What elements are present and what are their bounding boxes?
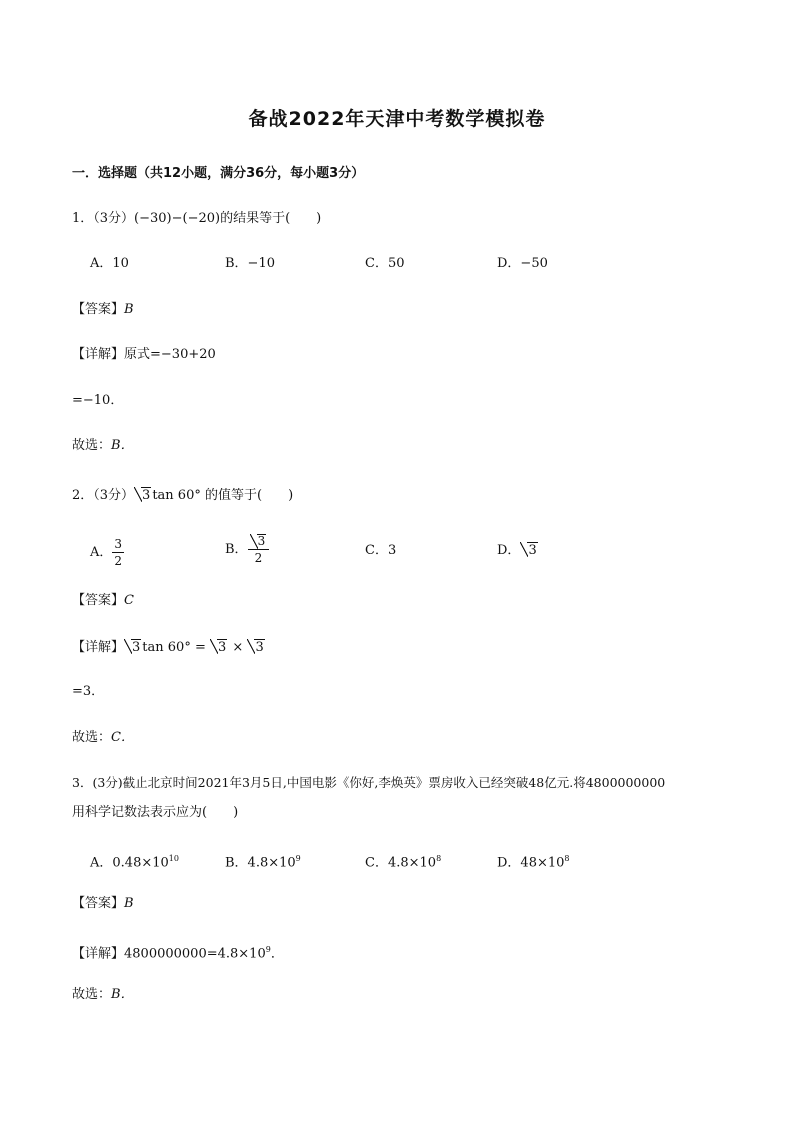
q2-detail-2: =3． <box>72 684 105 699</box>
choose-value: B． <box>111 438 134 453</box>
q1-detail <box>72 345 216 365</box>
q1-choose <box>72 436 134 456</box>
q2-option-a: A． $\frac{3}{2}$ <box>90 537 123 568</box>
q2-expr: tan 60° <box>152 488 201 503</box>
q2-answer <box>72 591 134 611</box>
section-heading: 一．选择题（共12小题，满分36分，每小题3分） <box>72 166 365 181</box>
fraction: $\frac{3}{2}$ <box>114 537 123 568</box>
answer-tag: 【答案】 <box>72 593 125 608</box>
page-title: 备战2022年天津中考数学模拟卷 <box>248 108 546 130</box>
answer-value: B <box>124 302 134 317</box>
question-3-stem-line-1: 3．(3分)截止北京时间2021年3月5日,中国电影《你好,李焕英》票房收入已经突破48亿元.将4800000000 <box>72 775 666 790</box>
choose-tag: 故选： <box>72 730 112 745</box>
q2-option-d: D． 3 <box>497 541 539 561</box>
answer-value: C <box>124 593 134 608</box>
detail-text: 原式=−30+20 <box>124 347 216 362</box>
sqrt-symbol: 3 <box>520 541 536 561</box>
q3-option-a: A．$0.48\times 10^{10}$ <box>90 854 179 871</box>
q1-answer <box>72 300 134 320</box>
q3-option-b: B．$4.8\times 10^9$ <box>225 854 301 871</box>
sqrt-symbol: 3 <box>210 638 226 658</box>
sqrt-symbol: 3 <box>124 638 140 658</box>
choose-tag: 故选： <box>72 438 112 453</box>
q3-answer <box>72 894 134 914</box>
sqrt-symbol: 3 <box>250 533 266 549</box>
question-1-stem: 1．（3分）(−30)−(−20)的结果等于( ) <box>72 211 322 226</box>
q3-option-c: C．$4.8\times 10^8$ <box>365 854 442 871</box>
detail-tag: 【详解】 <box>72 640 125 655</box>
q3-detail: 【详解】$4800000000=4.8\times 10^9$． <box>72 945 284 962</box>
q1-option-c: C．50 <box>365 256 405 271</box>
q3-option-d: D．$48\times 10^8$ <box>497 854 570 871</box>
q1-option-a: A．10 <box>90 256 129 271</box>
choose-tag: 故选： <box>72 987 112 1002</box>
answer-tag: 【答案】 <box>72 896 125 911</box>
answer-tag: 【答案】 <box>72 302 125 317</box>
q2-suffix: 的值等于( ) <box>200 488 294 503</box>
question-3-stem-line-2: 用科学记数法表示应为( ) <box>72 805 239 820</box>
question-2-stem <box>72 486 293 506</box>
q2-choose <box>72 728 134 748</box>
sqrt-symbol: 3 <box>134 486 150 506</box>
choose-value: B． <box>111 987 134 1002</box>
q2-option-c: C．3 <box>365 543 397 558</box>
q2-detail: 【详解】 3 tan 60° = 3 × 3 <box>72 638 266 658</box>
q2-prefix: 2．（3分） <box>72 488 135 503</box>
detail-tag: 【详解】 <box>72 946 125 962</box>
answer-value: B <box>124 896 134 911</box>
sqrt-symbol: 3 <box>247 638 263 658</box>
q1-option-d: D．−50 <box>497 256 548 271</box>
detail-tag: 【详解】 <box>72 347 125 362</box>
q1-detail-2: =−10． <box>72 393 124 408</box>
fraction: $\frac{3}{2}$ <box>248 533 270 566</box>
q1-option-b: B．−10 <box>225 256 275 271</box>
choose-value: C． <box>111 730 134 745</box>
q2-option-b: B． $\frac{3}{2}$ <box>225 533 269 566</box>
q3-choose <box>72 985 134 1005</box>
